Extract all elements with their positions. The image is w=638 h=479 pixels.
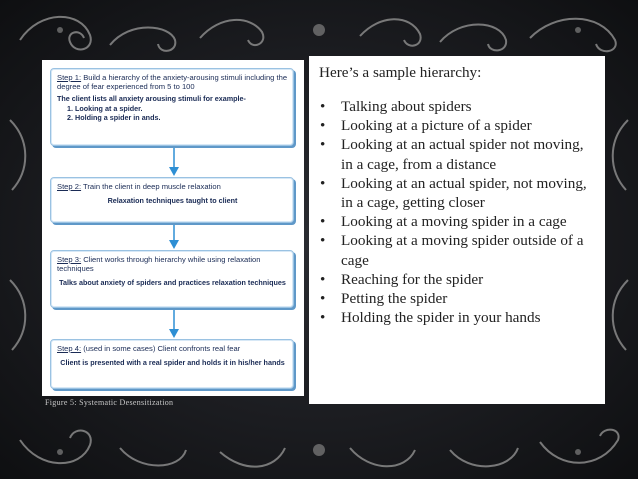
list-item xyxy=(319,174,597,212)
step-1-list xyxy=(57,104,288,122)
step-1-label: Step 1: xyxy=(57,73,82,82)
bullet-icon: • xyxy=(320,213,326,231)
flowchart-figure xyxy=(42,60,304,396)
step-3-text: Client works through hierarchy while using relaxation techniques xyxy=(57,255,261,274)
figure-caption: Figure 5: Systematic Desensitization xyxy=(45,398,174,407)
hierarchy-text-panel xyxy=(309,56,605,404)
list-item-text: Looking at an actual spider, not moving, in a cage, getting closer xyxy=(341,174,587,212)
step-1-subtext: The client lists all anxiety arousing stimuli for example- xyxy=(57,94,246,104)
step-3-detail: Talks about anxiety of spiders and practices relaxation techniques xyxy=(59,278,286,288)
bullet-icon: • xyxy=(320,174,326,192)
list-item-text: Reaching for the spider xyxy=(341,270,484,288)
step-2-detail: Relaxation techniques taught to client xyxy=(107,196,238,206)
list-item xyxy=(319,135,597,173)
step-1-box xyxy=(50,68,294,146)
step-4-text: (used in some cases) Client confronts real fear xyxy=(81,344,241,353)
list-item-text: Looking at a picture of a spider xyxy=(341,117,532,135)
list-item-text: Holding the spider in your hands xyxy=(341,309,541,327)
step-4-label: Step 4: xyxy=(57,344,82,353)
list-item-text: Talking about spiders xyxy=(341,98,472,115)
step-3-box xyxy=(50,250,294,308)
list-item xyxy=(319,289,597,308)
step-3-heading xyxy=(57,255,288,273)
bullet-icon: • xyxy=(320,309,326,327)
list-item xyxy=(319,212,597,231)
step-2-box xyxy=(50,177,294,223)
step-1-heading xyxy=(57,73,288,91)
down-arrow-icon xyxy=(169,310,179,338)
list-item xyxy=(319,116,597,135)
bullet-icon: • xyxy=(320,290,326,308)
bullet-icon: • xyxy=(320,117,326,135)
list-item-text: Petting the spider xyxy=(341,290,448,308)
panel-intro: Here’s a sample hierarchy: xyxy=(319,64,482,81)
step-4-detail: Client is presented with a real spider and holds it in his/her hands xyxy=(60,358,285,368)
list-item: 1. Looking at a spider. xyxy=(75,104,288,113)
list-item xyxy=(319,308,597,327)
down-arrow-icon xyxy=(169,225,179,249)
list-item xyxy=(319,270,597,289)
down-arrow-icon xyxy=(169,148,179,176)
step-4-box xyxy=(50,339,294,389)
list-item xyxy=(319,97,597,116)
list-item-text: Looking at a moving spider in a cage xyxy=(341,213,567,231)
list-item-text: Looking at an actual spider not moving, in a cage, from a distance xyxy=(341,136,584,173)
step-2-label: Step 2: xyxy=(57,182,82,191)
step-2-text: Train the client in deep muscle relaxation xyxy=(81,182,221,191)
step-3-label: Step 3: xyxy=(57,255,82,264)
list-item xyxy=(319,231,597,269)
step-1-text: Build a hierarchy of the anxiety-arousing stimuli including the degree of fear experienced from 5 to 100 xyxy=(57,73,288,92)
bullet-icon: • xyxy=(320,232,326,250)
list-item: 2. Holding a spider in ands. xyxy=(75,113,288,122)
list-item-text: Looking at a moving spider outside of a cage xyxy=(341,232,584,269)
hierarchy-list xyxy=(319,97,597,327)
bullet-icon: • xyxy=(320,98,326,115)
bullet-icon: • xyxy=(320,270,326,288)
bullet-icon: • xyxy=(320,136,326,154)
step-4-heading xyxy=(57,344,288,353)
step-2-heading xyxy=(57,182,288,191)
